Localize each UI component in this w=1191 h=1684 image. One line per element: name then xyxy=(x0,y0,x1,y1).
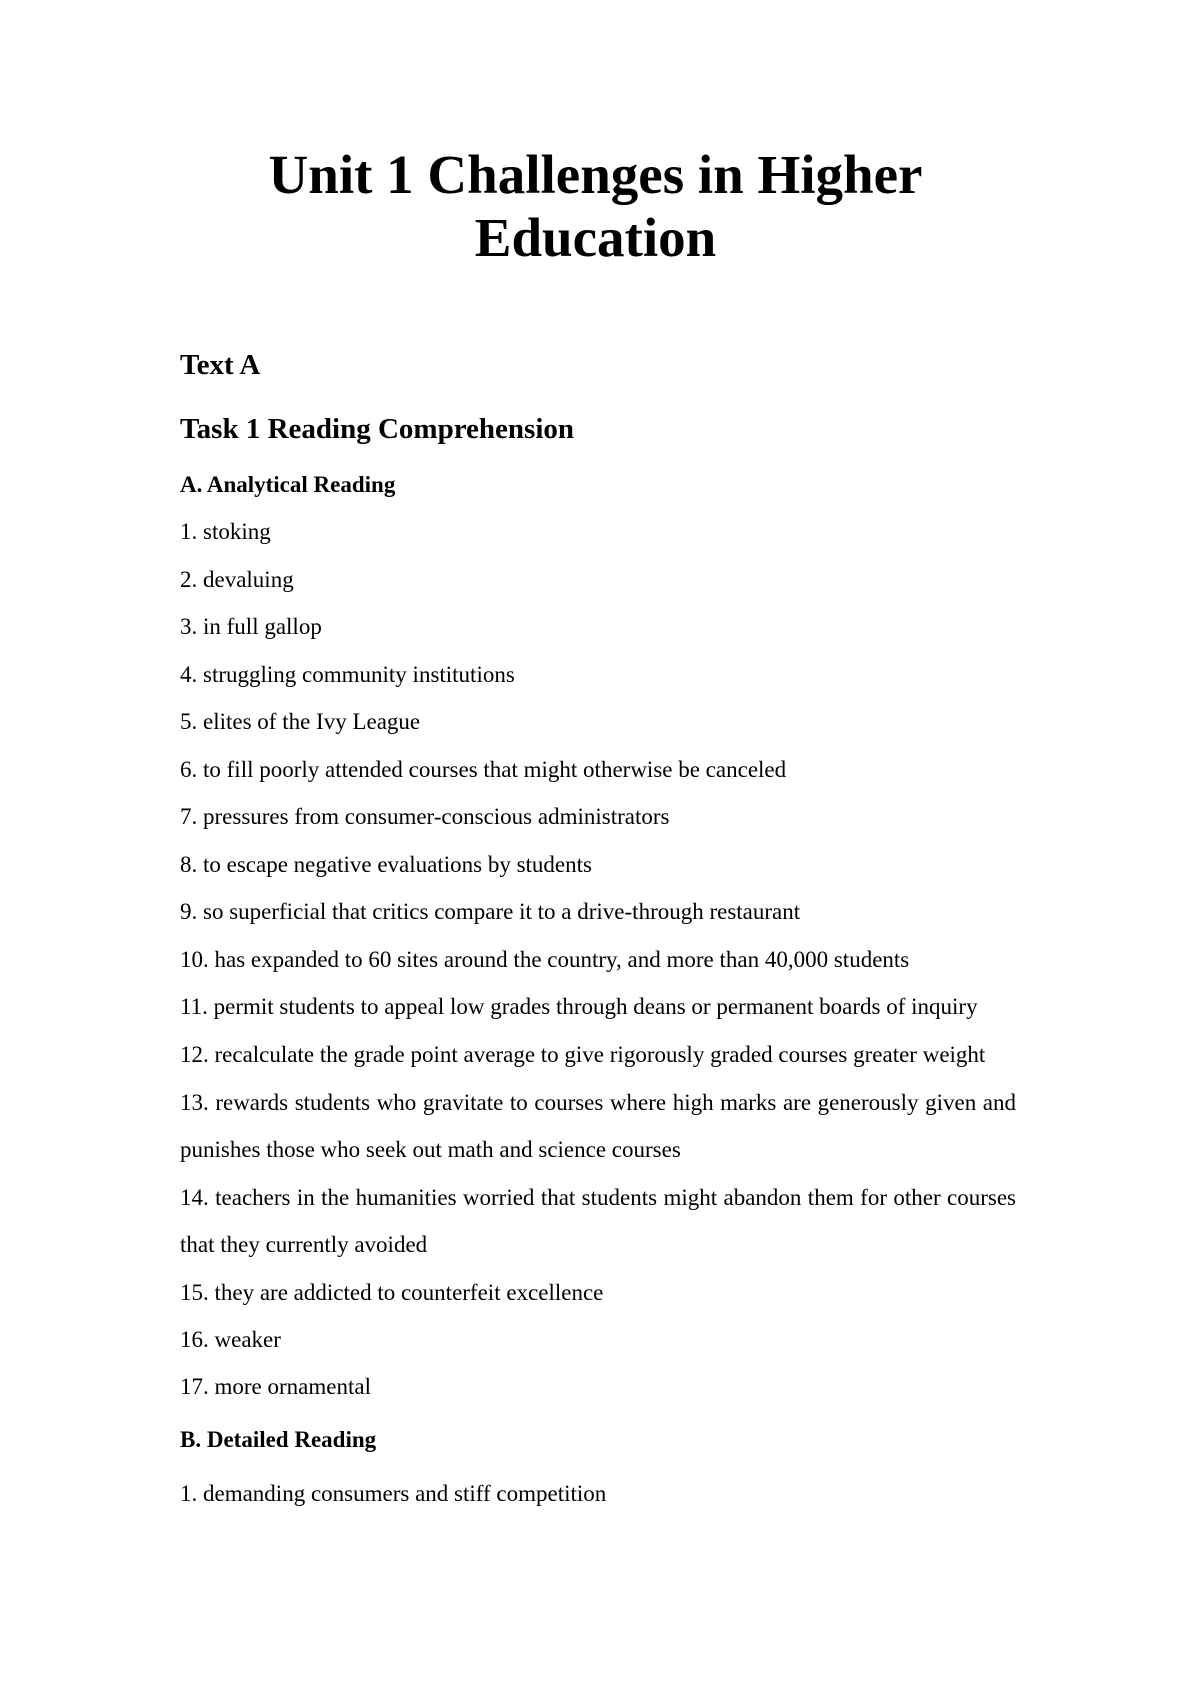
page-title: Unit 1 Challenges in Higher Education xyxy=(268,144,923,268)
section-b-heading: B. Detailed Reading xyxy=(180,1427,377,1452)
list-item: 15. they are addicted to counterfeit excellence xyxy=(180,1280,604,1305)
list-item: 10. has expanded to 60 sites around the country, and more than 40,000 students xyxy=(180,947,910,972)
list-item: 1. demanding consumers and stiff competition xyxy=(180,1481,607,1506)
list-item: 2. devaluing xyxy=(180,567,294,592)
list-item: 11. permit students to appeal low grades through deans or permanent boards of inquiry xyxy=(180,994,978,1019)
section-a-heading: A. Analytical Reading xyxy=(180,472,396,497)
list-item: 13. rewards students who gravitate to courses where high marks are generously given and punishes those who seek out math and science courses xyxy=(180,1090,1016,1162)
list-item: 6. to fill poorly attended courses that might otherwise be canceled xyxy=(180,757,787,782)
text-label: Text A xyxy=(180,349,261,381)
list-item: 16. weaker xyxy=(180,1327,281,1352)
list-item: 14. teachers in the humanities worried that students might abandon them for other courses that they currently avoided xyxy=(180,1185,1016,1257)
list-item: 7. pressures from consumer-conscious administrators xyxy=(180,804,670,829)
task-label: Task 1 Reading Comprehension xyxy=(180,413,575,445)
list-item: 17. more ornamental xyxy=(180,1374,371,1399)
list-item: 3. in full gallop xyxy=(180,614,322,639)
list-item: 8. to escape negative evaluations by students xyxy=(180,852,592,877)
list-item: 1. stoking xyxy=(180,519,271,544)
list-item: 4. struggling community institutions xyxy=(180,662,515,687)
list-item: 9. so superficial that critics compare it to a drive-through restaurant xyxy=(180,899,801,924)
list-item: 12. recalculate the grade point average to give rigorously graded courses greater weight xyxy=(180,1042,986,1067)
list-item: 5. elites of the Ivy League xyxy=(180,709,421,734)
